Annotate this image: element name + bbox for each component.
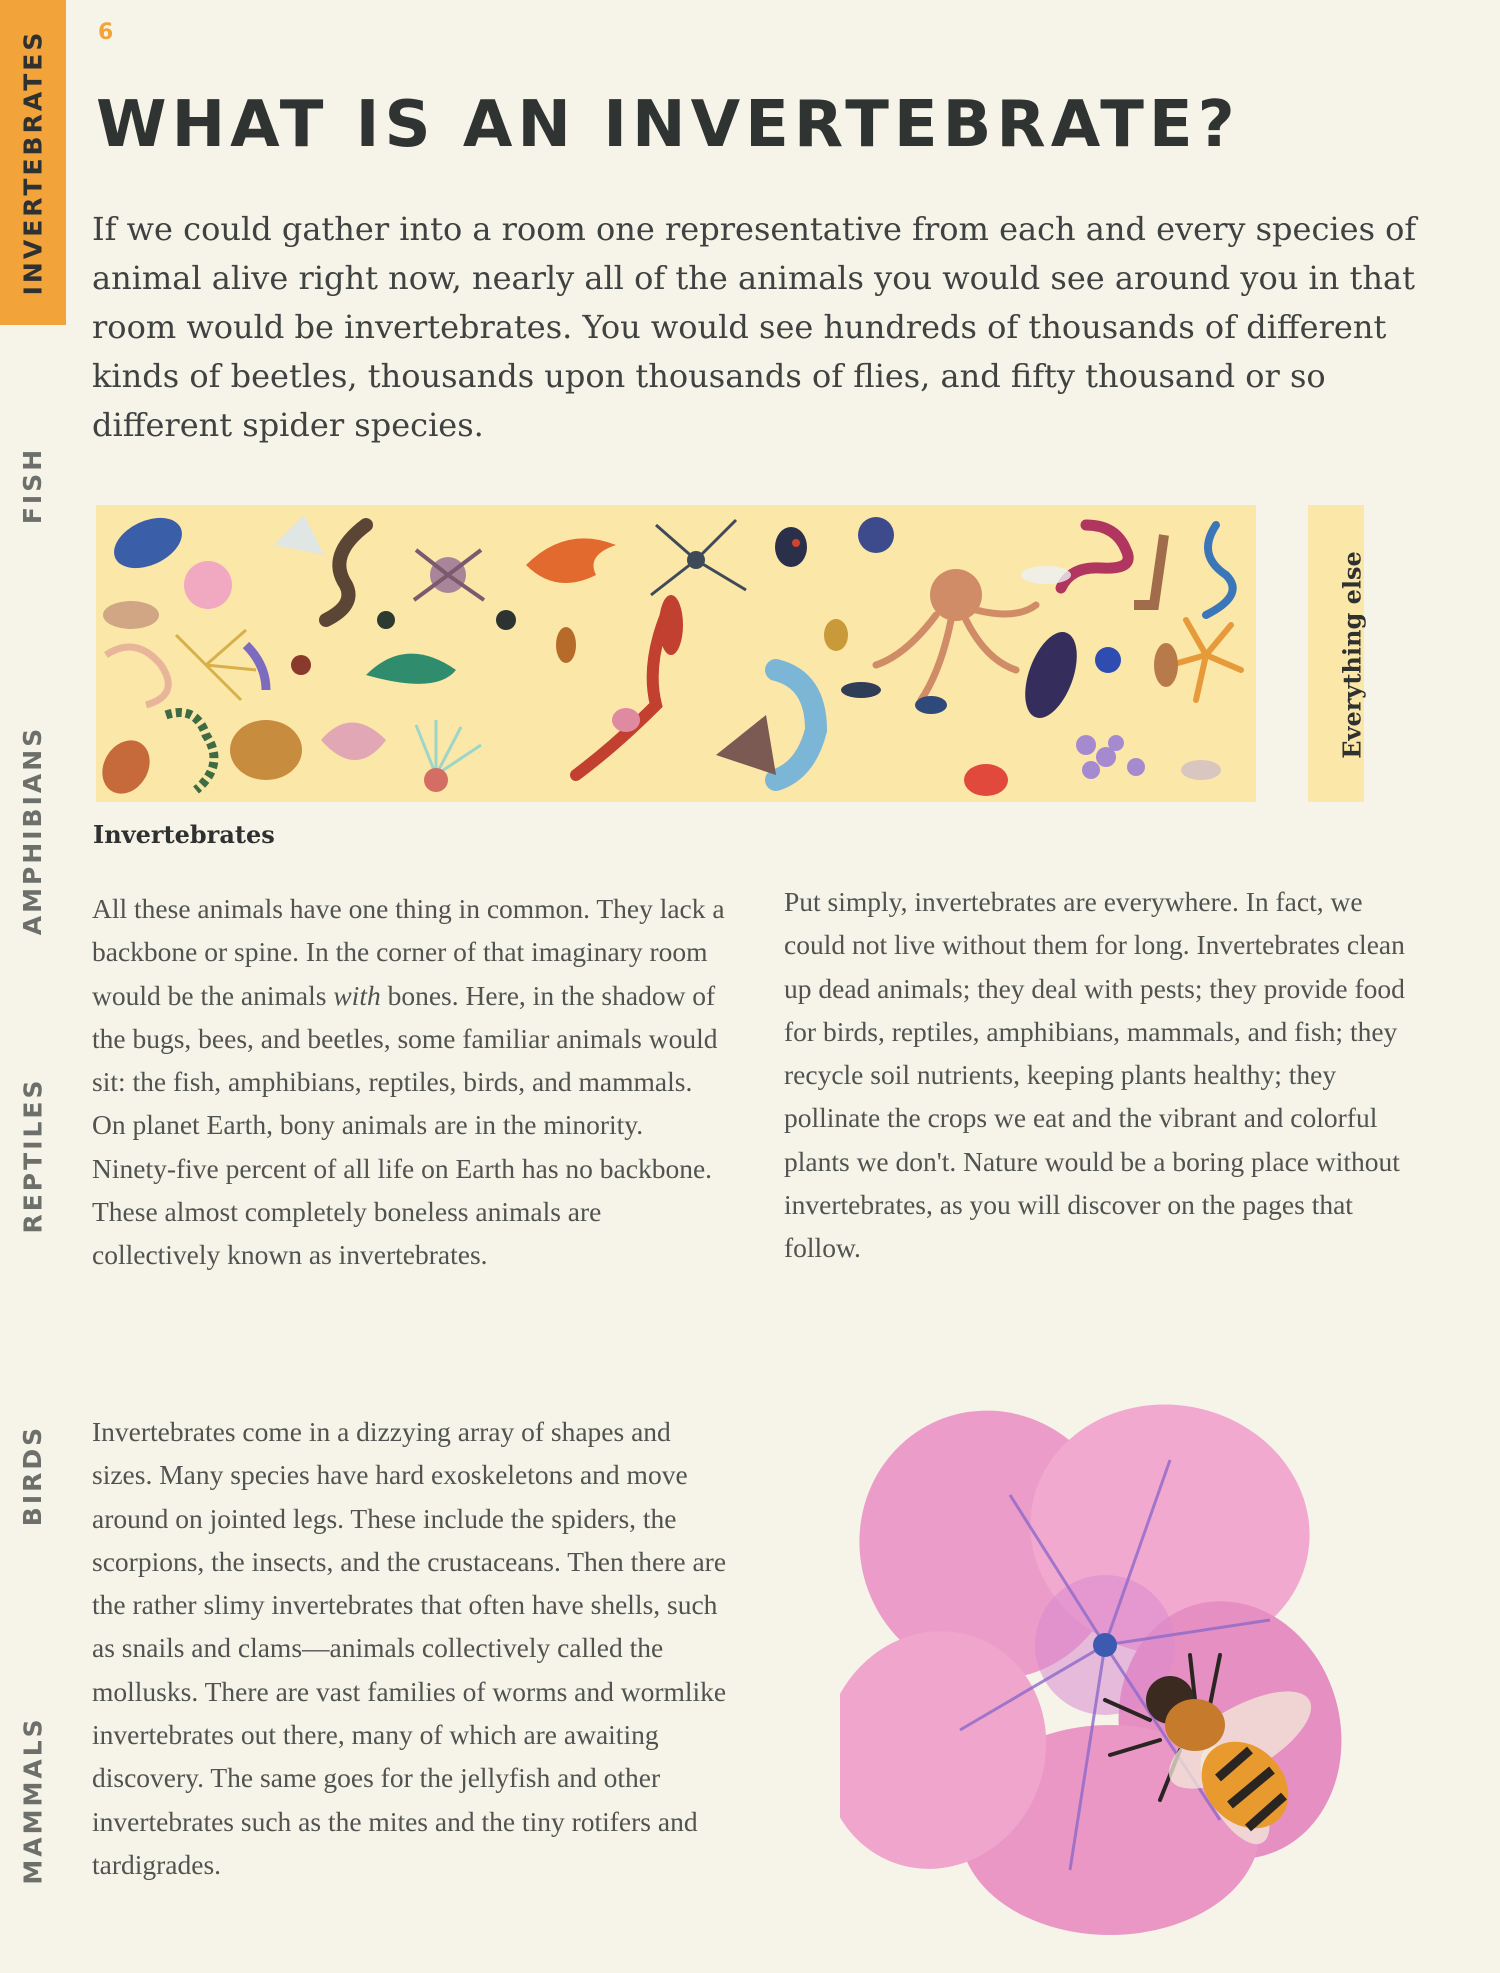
tab-birds[interactable] (0, 1415, 66, 1535)
tab-reptiles[interactable] (0, 1070, 66, 1240)
paragraph-everywhere: Put simply, invertebrates are everywhere. In fact, we could not live without them for long. Invertebrates clean up dead animals; they deal with pests; they provide food for birds, reptiles, amphibians, mammals, and fish; they recycle soil nutrients, keeping plants healthy; they pollinate the crops we eat and the vibrant and colorful plants we don't. Nature would be a boring place without invertebrates, as you will discover on the pages that follow. (784, 886, 1405, 1264)
tab-amphibians[interactable] (0, 720, 66, 940)
section-tabs (0, 0, 68, 1973)
tab-reptiles-label: REPTILES (18, 1076, 48, 1234)
flower-bee-illustration (840, 1400, 1350, 1940)
paragraph-common-trait-part2: bones. Here, in the shadow of the bugs, bees, and beetles, some familiar animals would sit: the fish, amphibians, reptiles, birds, and mammals. On planet Earth, bony animals are in the minority. Ninety-five percent of all life on Earth has no backbone. These almost completely boneless animals are collectively known as invertebrates. (92, 979, 718, 1271)
tab-mammals[interactable] (0, 1715, 66, 1885)
creature-icons (96, 508, 1241, 802)
tab-fish[interactable] (0, 430, 66, 540)
paragraph-common-trait-part1: All these animals have one thing in common. They lack a backbone or spine. In the corner of that imaginary room would be the animals (92, 893, 725, 1011)
tab-mammals-label: MAMMALS (18, 1715, 48, 1885)
paragraph-common-trait (92, 887, 732, 1277)
tab-invertebrates[interactable] (0, 0, 66, 325)
flower-bee-art (840, 1400, 1350, 1940)
page-number: 6 (98, 20, 114, 45)
paragraph-shapes-sizes: Invertebrates come in a dizzying array of shapes and sizes. Many species have hard exoskeletons and move around on jointed legs. These include the spiders, the scorpions, the insects, and the crustaceans. Then there are the rather slimy invertebrates that often have shells, such as snails and clams—animals collectively called the mollusks. There are vast families of worms and wormlike invertebrates out there, many of which are awaiting discovery. The same goes for the jellyfish and other invertebrates such as the mites and the tiny rotifers and tardigrades. (92, 1416, 727, 1880)
tab-fish-label: FISH (18, 446, 48, 524)
flower-icon (840, 1400, 1350, 1935)
tab-invertebrates-label: INVERTEBRATES (18, 29, 48, 296)
tab-amphibians-label: AMPHIBIANS (18, 725, 48, 935)
page-title: WHAT IS AN INVERTEBRATE? (96, 88, 1240, 162)
everything-else-label: Everything else (1337, 551, 1367, 759)
invertebrates-illustration-art (96, 505, 1256, 802)
intro-paragraph: If we could gather into a room one representative from each and every species of animal alive right now, nearly all of the animals you would see around you in that room would be invertebrates. You would see hundreds of thousands of different kinds of beetles, thousands upon thousands of flies, and fifty thousand or so different spider species. (92, 210, 1417, 444)
tab-birds-label: BIRDS (18, 1424, 48, 1526)
emphasis-with: with (333, 979, 381, 1011)
illustration-caption: Invertebrates (93, 820, 275, 849)
invertebrates-illustration (96, 505, 1256, 802)
